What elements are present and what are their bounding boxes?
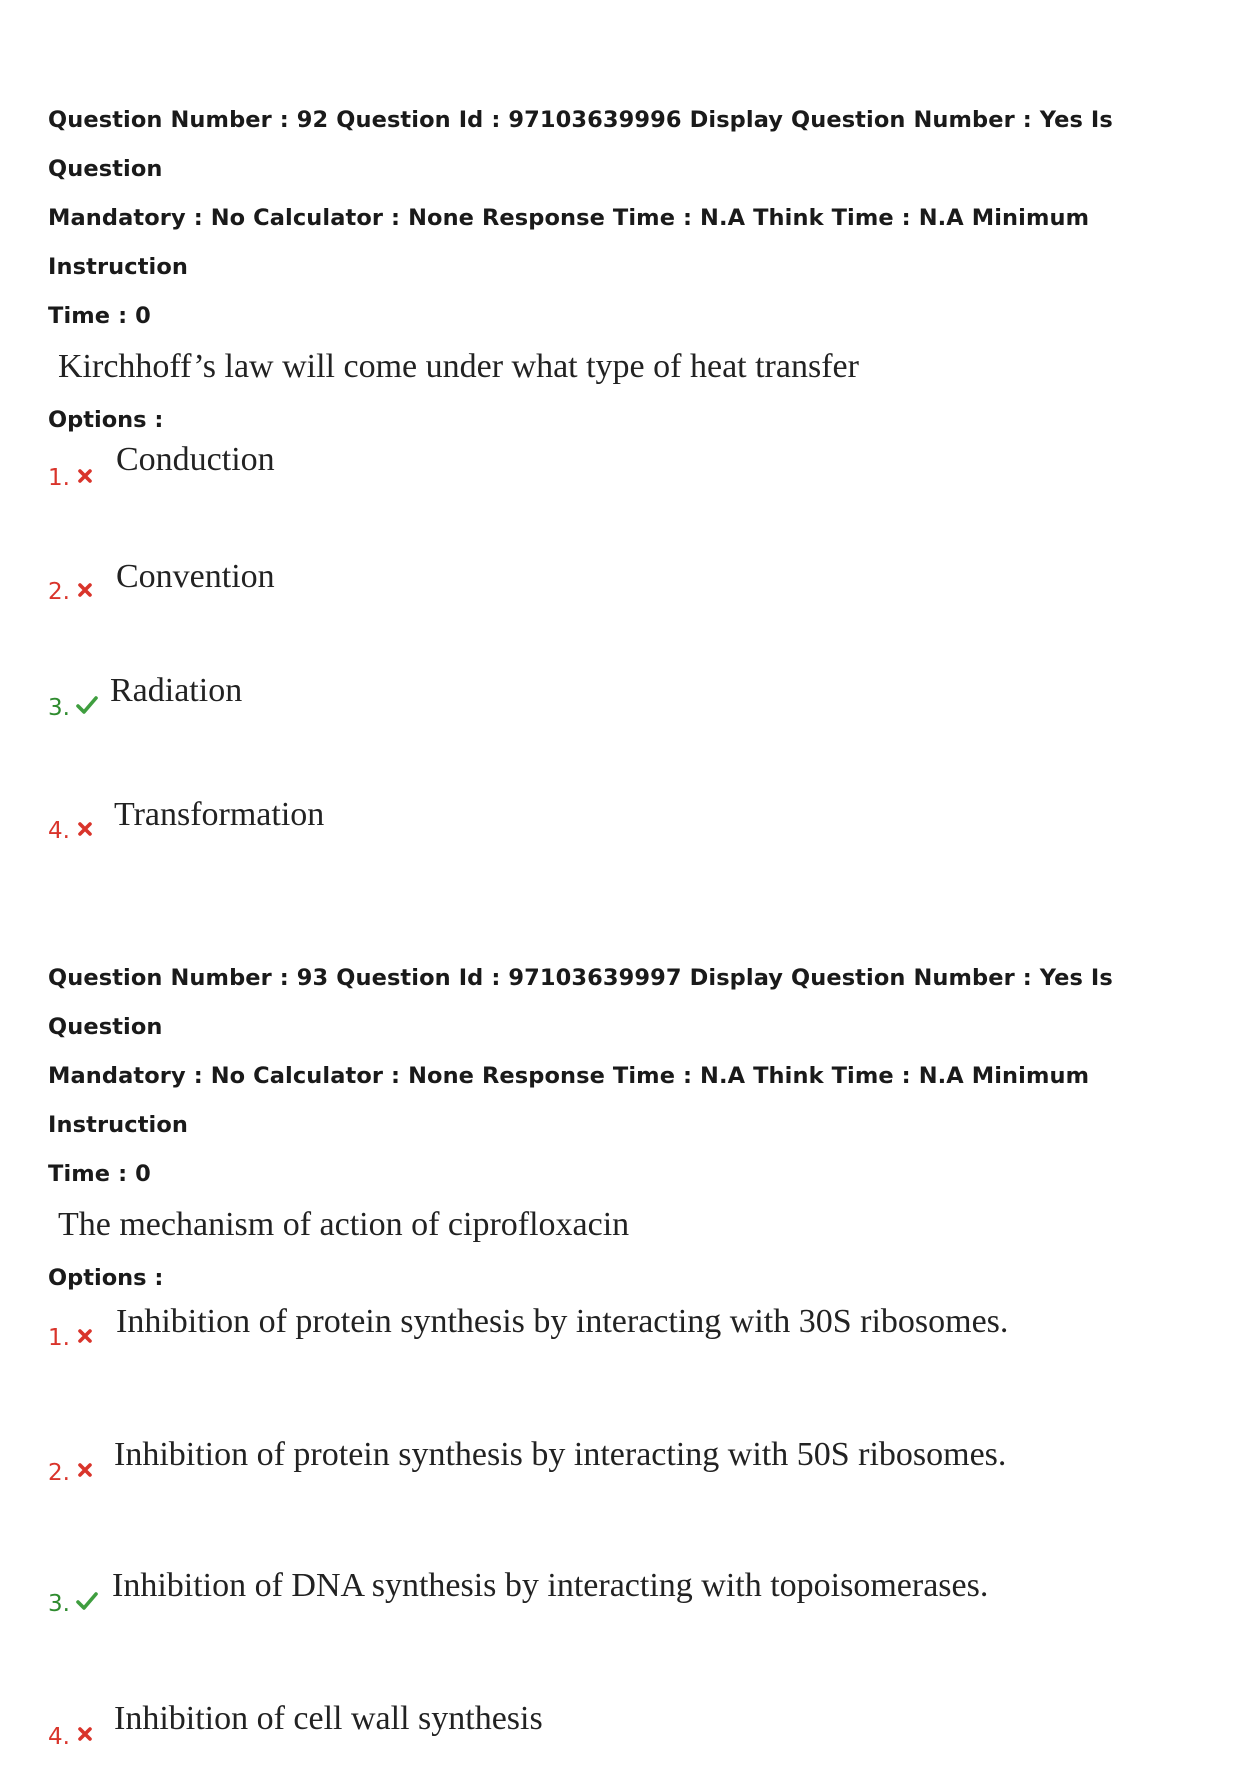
question-meta-line-3: Time : 0	[48, 303, 151, 329]
options-label: Options :	[48, 407, 164, 433]
option-item	[48, 668, 1208, 791]
option-item	[48, 1561, 1208, 1694]
question-meta-line-1: Question Number : 92 Question Id : 97103639996 Display Question Number : Yes Is Question	[48, 107, 1113, 182]
option-text: Convention	[116, 558, 275, 595]
question-meta-line-2: Mandatory : No Calculator : None Response Time : N.A Think Time : N.A Minimum Instruction	[48, 205, 1090, 280]
question-meta-line-2: Mandatory : No Calculator : None Response Time : N.A Think Time : N.A Minimum Instruction	[48, 1063, 1090, 1138]
option-number: 2.	[48, 579, 70, 605]
question-text: The mechanism of action of ciprofloxacin	[58, 1206, 630, 1243]
option-number: 2.	[48, 1460, 70, 1486]
cross-icon	[76, 1725, 94, 1743]
check-icon	[76, 1591, 98, 1611]
option-text: Conduction	[116, 441, 275, 478]
cross-icon	[76, 1461, 94, 1479]
option-item	[48, 437, 1208, 553]
cross-icon	[76, 1327, 94, 1345]
option-item	[48, 791, 1208, 891]
question-meta-line-1: Question Number : 93 Question Id : 97103639997 Display Question Number : Yes Is Question	[48, 965, 1113, 1040]
check-icon	[76, 695, 98, 715]
option-text: Radiation	[110, 672, 243, 709]
question-meta-line-3: Time : 0	[48, 1161, 151, 1187]
option-number: 3.	[48, 695, 70, 721]
option-number: 4.	[48, 818, 70, 844]
option-text: Inhibition of cell wall synthesis	[114, 1700, 543, 1737]
option-item	[48, 1295, 1208, 1429]
option-number: 1.	[48, 1325, 70, 1351]
question-block-93	[48, 954, 1208, 1784]
option-number: 4.	[48, 1724, 70, 1750]
option-number: 1.	[48, 465, 70, 491]
option-text: Inhibition of protein synthesis by interacting with 30S ribosomes.	[116, 1303, 1009, 1340]
option-item	[48, 1694, 1208, 1784]
cross-icon	[76, 581, 94, 599]
cross-icon	[76, 467, 94, 485]
cross-icon	[76, 820, 94, 838]
option-text: Inhibition of DNA synthesis by interacting with topoisomerases.	[112, 1567, 989, 1604]
option-text: Inhibition of protein synthesis by interacting with 50S ribosomes.	[114, 1436, 1007, 1473]
option-item	[48, 1429, 1208, 1561]
option-text: Transformation	[114, 796, 325, 833]
option-item	[48, 553, 1208, 668]
option-number: 3.	[48, 1591, 70, 1617]
question-text: Kirchhoff’s law will come under what type of heat transfer	[58, 348, 859, 385]
question-block-92	[48, 96, 1208, 891]
options-label: Options :	[48, 1265, 164, 1291]
